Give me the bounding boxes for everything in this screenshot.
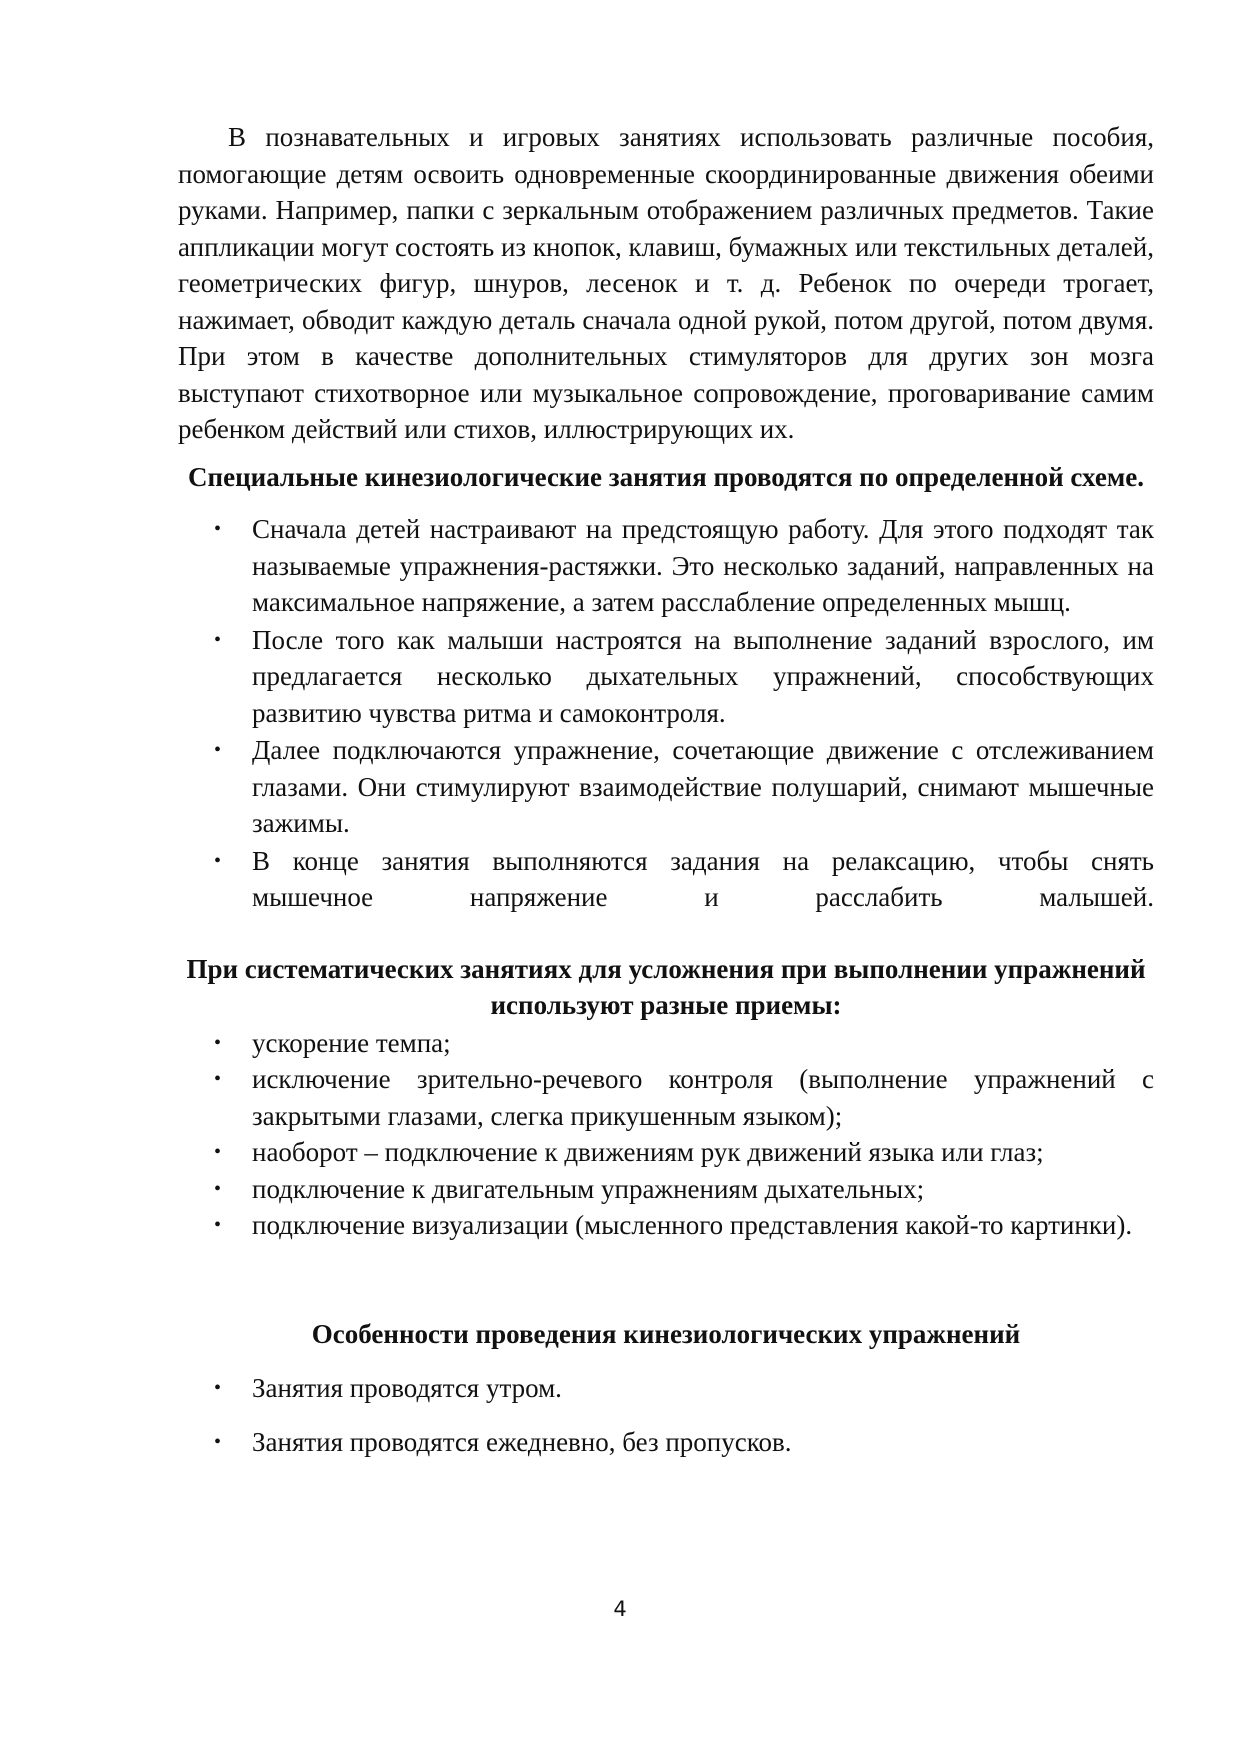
intro-paragraph: В познавательных и игровых занятиях использовать различные пособия, помогающие детям освоить одновременные скоординированные движения обеими руками. Например, папки с зеркальным отображением различных предметов. Такие аппликации могут состоять из кнопок, клавиш, бумажных или текстильных деталей, геометрических фигур, шнуров, лесенок и т. д. Ребенок по очереди трогает, нажимает, обводит каждую деталь сначала одной рукой, потом другой, потом двумя. При этом в качестве дополнительных стимуляторов для других зон мозга выступают стихотворное или музыкальное сопровождение, проговаривание самим ребенком действий или стихов, иллюстрирующих их. [178,122,1154,444]
list-item [178,1370,1154,1407]
list-item-text: ускорение темпа; [252,1027,451,1058]
bullet-icon: • [214,1214,222,1236]
list-item-text: Занятия проводятся утром. [252,1373,562,1403]
bullet-icon: • [214,1031,222,1054]
bullet-icon: • [214,849,222,872]
list-item [178,1134,1154,1171]
list-item [178,732,1154,842]
bullet-icon: • [214,1377,222,1399]
bullet-icon: • [214,518,222,540]
list-item [178,511,1154,621]
list-item-text: подключение к двигательным упражнениям дыхательных; [252,1173,925,1204]
section-heading-exercise-features: Особенности проведения кинезиологических упражнений [311,1318,1021,1349]
list-item [178,1061,1154,1134]
page-content [178,119,1154,1477]
list-item-text: В конце занятия выполняются задания на релаксацию, чтобы снять мышечное напряжение и расслабить малышей. [252,845,1154,912]
section-heading-kinesiology-scheme: Специальные кинезиологические занятия проводятся по определенной схеме. [188,461,1144,492]
list-item [178,1171,1154,1208]
list-item [178,1025,1154,1062]
features-list [178,1370,1154,1460]
bullet-icon: • [214,1141,222,1163]
list-item-text: исключение зрительно-речевого контроля (выполнение упражнений с закрытыми глазами, слегка прикушенным языком); [252,1064,1154,1131]
bullet-icon: • [214,739,222,761]
bullet-icon: • [214,628,222,651]
scheme-steps-list [178,511,1154,916]
list-item [178,1207,1154,1244]
list-item-text: Занятия проводятся ежедневно, без пропусков. [252,1426,792,1457]
page-number: 4 [613,1597,627,1621]
list-item-text: Сначала детей настраивают на предстоящую работу. Для этого подходят так называемые упражнения-растяжки. Это несколько заданий, направленных на максимальное напряжение, а затем расслабление определенных мышц. [252,514,1154,617]
list-item [178,1424,1154,1461]
list-item-text: подключение визуализации (мысленного представления какой-то картинки). [252,1210,1133,1240]
list-item [178,843,1154,916]
section-heading-complication-techniques: При систематических занятиях для усложнения при выполнении упражнений используют разные приемы: [186,953,1146,1020]
list-item [178,622,1154,732]
bullet-icon: • [214,1177,222,1200]
techniques-list [178,1025,1154,1244]
list-item-text: Далее подключаются упражнение, сочетающие движение с отслеживанием глазами. Они стимулируют взаимодействие полушарий, снимают мышечные зажимы. [252,735,1154,838]
bullet-icon: • [214,1430,222,1453]
list-item-text: После того как малыши настроятся на выполнение заданий взрослого, им предлагается несколько дыхательных упражнений, способствующих развитию чувства ритма и самоконтроля. [252,624,1154,728]
list-item-text: наоборот – подключение к движениям рук движений языка или глаз; [252,1137,1044,1167]
bullet-icon: • [214,1068,222,1090]
